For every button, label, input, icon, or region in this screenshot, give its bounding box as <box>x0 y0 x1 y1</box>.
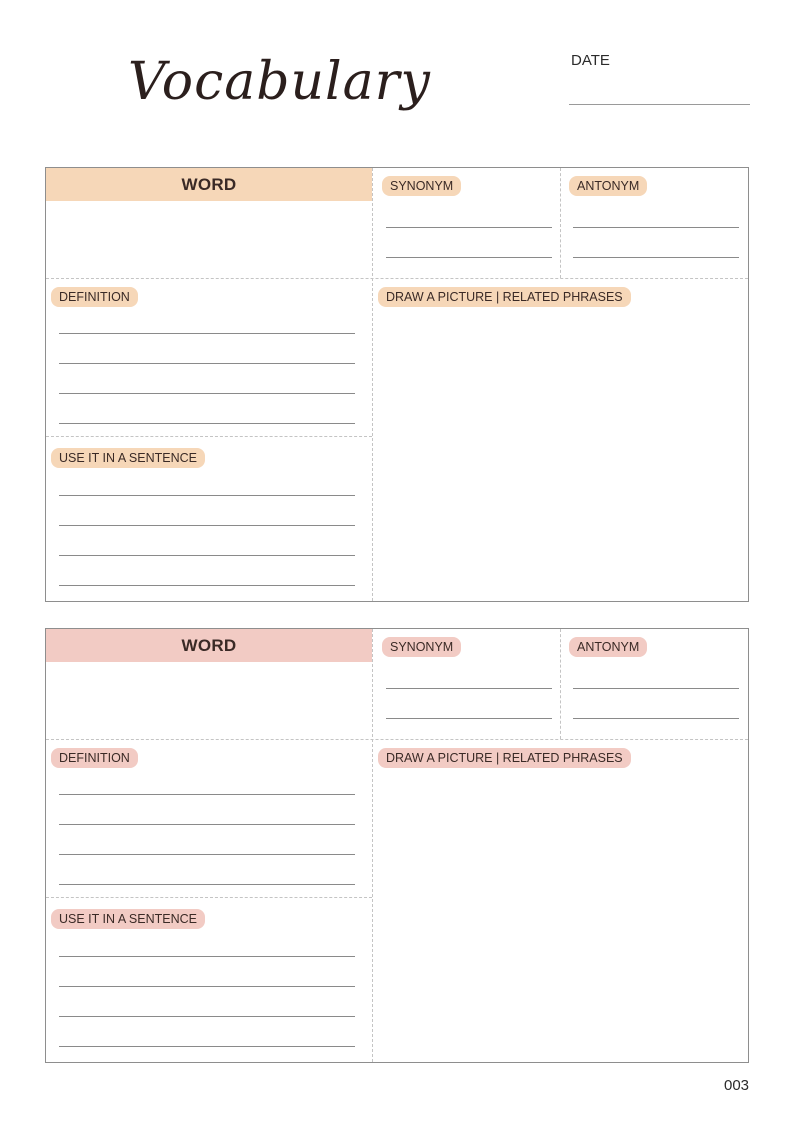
definition-label: DEFINITION <box>51 287 138 307</box>
page-number: 003 <box>724 1077 750 1094</box>
synonym-label: SYNONYM <box>382 176 461 196</box>
antonym-line[interactable] <box>573 718 739 719</box>
antonym-line[interactable] <box>573 688 739 689</box>
word-header: WORD <box>46 629 372 662</box>
sentence-line[interactable] <box>59 956 355 957</box>
sentence-line[interactable] <box>59 1046 355 1047</box>
definition-line[interactable] <box>59 854 355 855</box>
antonym-line[interactable] <box>573 257 739 258</box>
definition-line[interactable] <box>59 884 355 885</box>
vocab-card-2 <box>45 628 749 1063</box>
word-header: WORD <box>46 168 372 201</box>
sentence-line[interactable] <box>59 1016 355 1017</box>
card-divider <box>46 897 372 898</box>
antonym-label: ANTONYM <box>569 176 647 196</box>
sentence-line[interactable] <box>59 555 355 556</box>
synonym-label: SYNONYM <box>382 637 461 657</box>
definition-line[interactable] <box>59 423 355 424</box>
sentence-line[interactable] <box>59 986 355 987</box>
card-divider <box>46 436 372 437</box>
antonym-line[interactable] <box>573 227 739 228</box>
picture-label: DRAW A PICTURE | RELATED PHRASES <box>378 748 631 768</box>
card-divider <box>46 739 748 740</box>
sentence-line[interactable] <box>59 525 355 526</box>
word-field[interactable] <box>46 663 372 739</box>
synonym-line[interactable] <box>386 257 552 258</box>
definition-line[interactable] <box>59 363 355 364</box>
definition-line[interactable] <box>59 333 355 334</box>
date-label: DATE <box>571 52 610 69</box>
definition-line[interactable] <box>59 794 355 795</box>
synonym-line[interactable] <box>386 688 552 689</box>
definition-label: DEFINITION <box>51 748 138 768</box>
synonym-line[interactable] <box>386 227 552 228</box>
sentence-label: USE IT IN A SENTENCE <box>51 909 205 929</box>
definition-line[interactable] <box>59 824 355 825</box>
sentence-label: USE IT IN A SENTENCE <box>51 448 205 468</box>
card-divider <box>560 629 561 739</box>
picture-label: DRAW A PICTURE | RELATED PHRASES <box>378 287 631 307</box>
picture-area[interactable] <box>373 769 748 1062</box>
word-field[interactable] <box>46 202 372 278</box>
sentence-line[interactable] <box>59 585 355 586</box>
synonym-line[interactable] <box>386 718 552 719</box>
antonym-label: ANTONYM <box>569 637 647 657</box>
sentence-line[interactable] <box>59 495 355 496</box>
picture-area[interactable] <box>373 308 748 601</box>
page-title: Vocabulary <box>128 52 431 112</box>
vocab-card-1 <box>45 167 749 602</box>
date-input-line[interactable] <box>569 104 750 105</box>
definition-line[interactable] <box>59 393 355 394</box>
card-divider <box>560 168 561 278</box>
card-divider <box>46 278 748 279</box>
